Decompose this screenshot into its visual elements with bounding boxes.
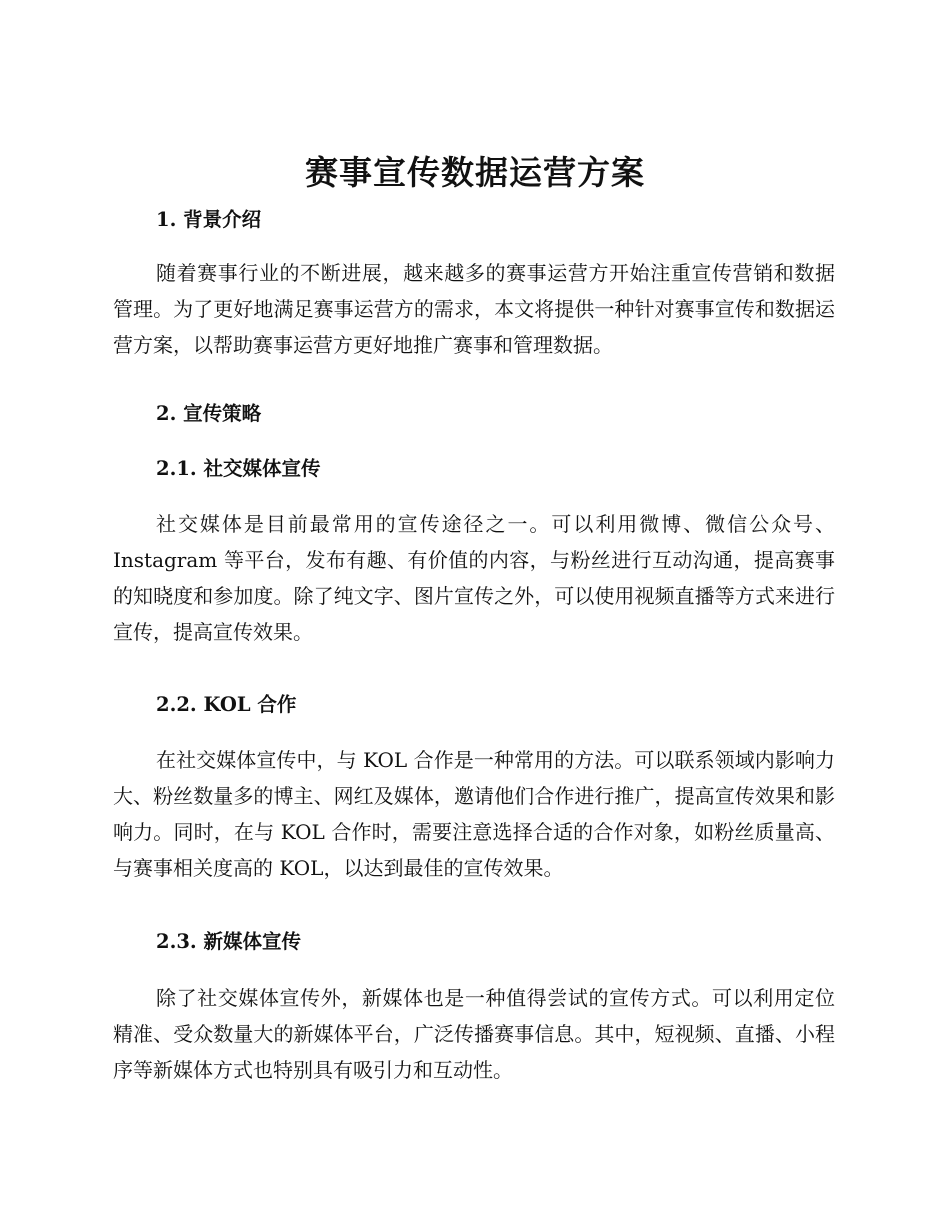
section-heading-kol: 2.2. KOL 合作 bbox=[156, 693, 297, 716]
document-title: 赛事宣传数据运营方案 bbox=[305, 153, 645, 192]
section-paragraph-social-media: 社交媒体是目前最常用的宣传途径之一。可以利用微博、微信公众号、Instagram 等平台，发布有趣、有价值的内容，与粉丝进行互动沟通，提高赛事的知晓度和参加度。除了纯文字、图片宣传之外，可以使用视频直播等方式来进行宣传，提高宣传效果。 bbox=[113, 512, 835, 644]
section-heading-social-media: 2.1. 社交媒体宣传 bbox=[156, 457, 321, 480]
section-heading-new-media: 2.3. 新媒体宣传 bbox=[156, 930, 302, 953]
section-paragraph-background: 随着赛事行业的不断进展，越来越多的赛事运营方开始注重宣传营销和数据管理。为了更好地满足赛事运营方的需求，本文将提供一种针对赛事宣传和数据运营方案，以帮助赛事运营方更好地推广赛事和管理数据。 bbox=[113, 261, 835, 357]
section-paragraph-kol: 在社交媒体宣传中，与 KOL 合作是一种常用的方法。可以联系领域内影响力大、粉丝数量多的博主、网红及媒体，邀请他们合作进行推广，提高宣传效果和影响力。同时，在与 KOL 合作时，需要注意选择合适的合作对象，如粉丝质量高、与赛事相关度高的 KOL，以达到最佳的宣传效果。 bbox=[113, 748, 835, 880]
section-paragraph-new-media: 除了社交媒体宣传外，新媒体也是一种值得尝试的宣传方式。可以利用定位精准、受众数量大的新媒体平台，广泛传播赛事信息。其中，短视频、直播、小程序等新媒体方式也特别具有吸引力和互动性。 bbox=[113, 986, 835, 1082]
section-heading-strategy: 2. 宣传策略 bbox=[156, 402, 262, 425]
section-heading-background: 1. 背景介绍 bbox=[156, 208, 262, 231]
